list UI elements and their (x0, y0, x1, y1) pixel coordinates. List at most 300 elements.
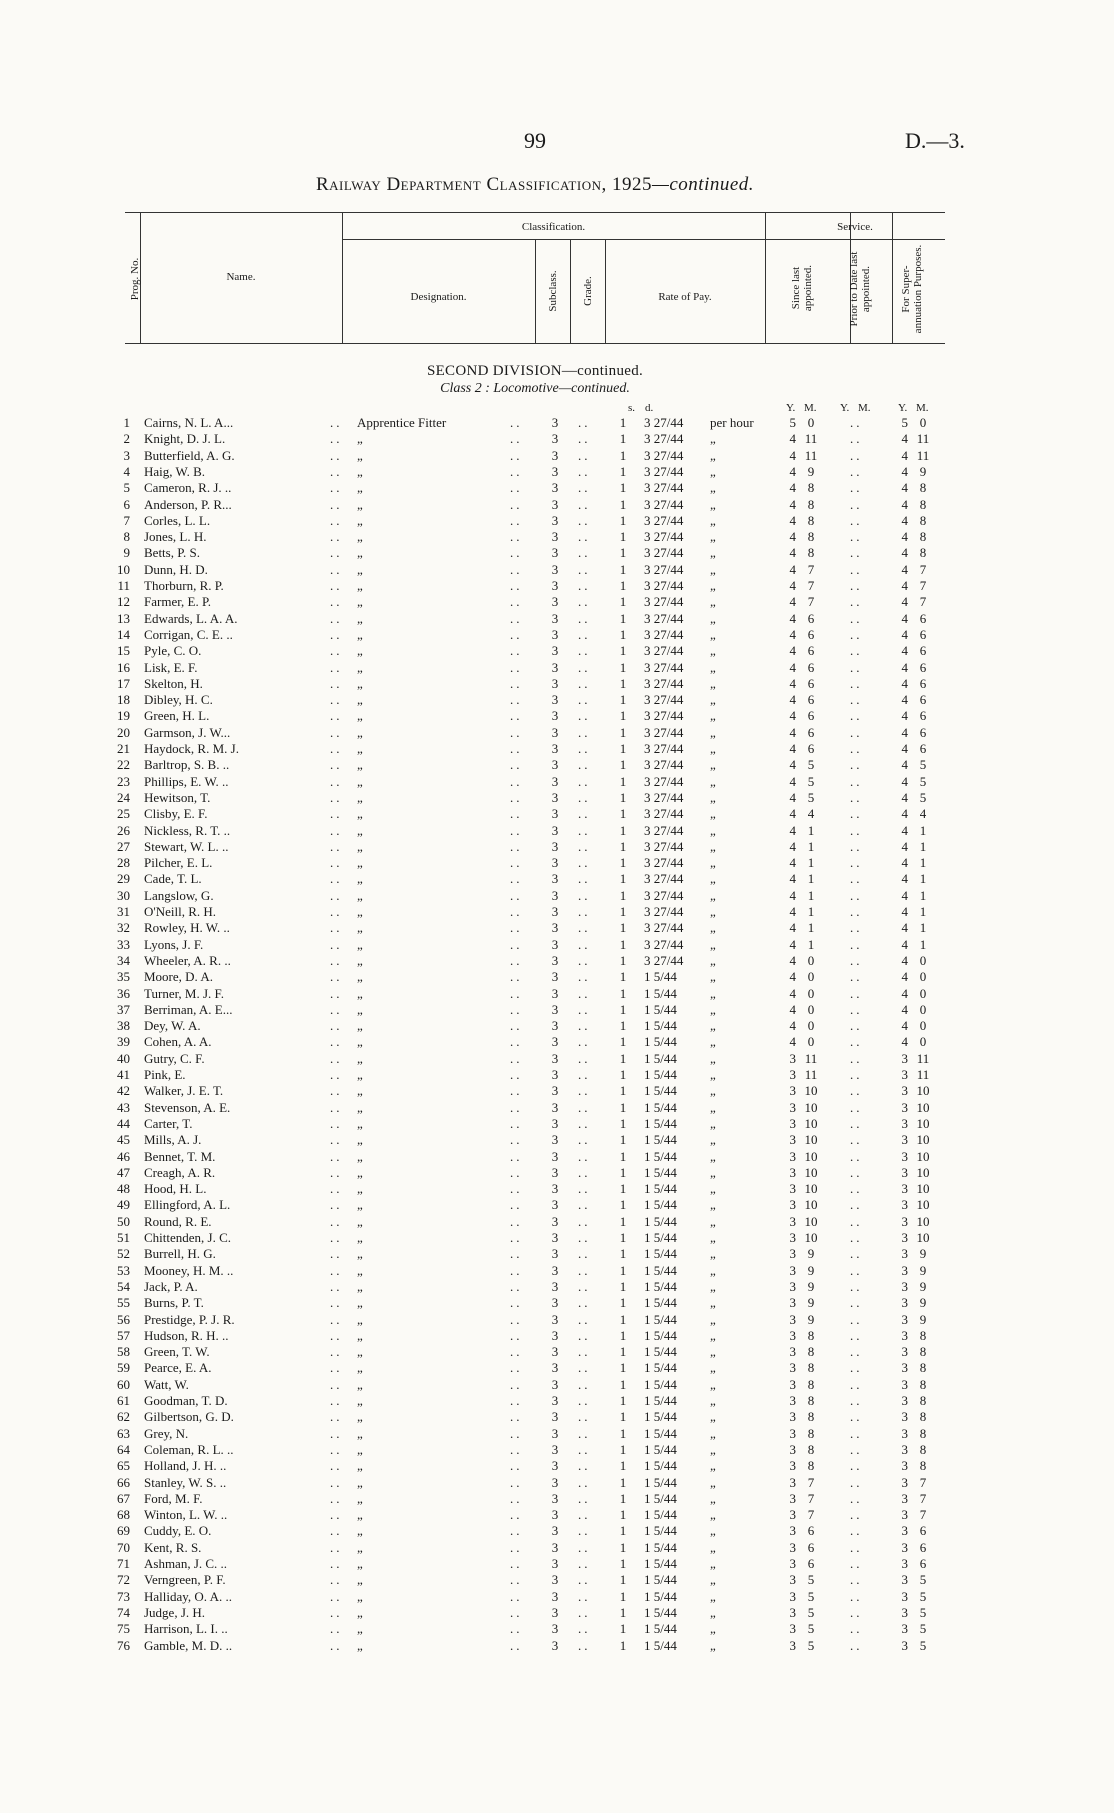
service-months: 0 (807, 1018, 815, 1034)
pay-unit: „ (710, 1181, 716, 1197)
service-years: 4 (789, 578, 796, 593)
superannuation-years: 3 (901, 1604, 908, 1620)
employee-name: Hewitson, T. (144, 789, 211, 805)
leader-dots: .. (850, 952, 863, 968)
table-row (0, 1344, 1114, 1360)
pay-unit: „ (710, 578, 716, 593)
subclass: 3 (551, 1344, 559, 1360)
grade: 1 (619, 1295, 627, 1311)
designation: „ (357, 1034, 363, 1050)
rate-of-pay: 1 5/44 (644, 1050, 677, 1066)
leader-dots: .. (578, 431, 591, 447)
leader-dots: .. (510, 1588, 523, 1604)
header-prog-no: Prog. No. (129, 257, 141, 301)
superannuation-years: 4 (901, 789, 908, 805)
row-number: 55 (117, 1295, 130, 1311)
subclass: 3 (551, 855, 559, 871)
table-row (0, 1572, 1114, 1588)
superannuation-months: 8 (919, 1393, 927, 1408)
rate-of-pay: 1 5/44 (644, 1637, 677, 1653)
superannuation-months: 5 (919, 1572, 927, 1588)
leader-dots: .. (510, 1409, 523, 1425)
designation: „ (357, 789, 363, 805)
subclass: 3 (551, 610, 559, 626)
leader-dots: .. (850, 789, 863, 805)
leader-dots: .. (850, 904, 863, 919)
pay-unit: „ (710, 1148, 716, 1164)
row-number: 8 (123, 529, 130, 545)
rate-of-pay: 1 5/44 (644, 1230, 677, 1245)
leader-dots: .. (330, 1311, 343, 1327)
pay-unit: „ (710, 1034, 716, 1050)
leader-dots: .. (330, 1262, 343, 1278)
leader-dots: .. (578, 1278, 591, 1294)
leader-dots: .. (510, 692, 523, 708)
class-subtitle: Class 2 : Locomotive—continued. (440, 381, 630, 396)
employee-name: Stanley, W. S. .. (144, 1474, 227, 1490)
leader-dots: .. (330, 920, 343, 936)
superannuation-years: 4 (901, 512, 908, 528)
table-row (0, 545, 1114, 561)
leader-dots: .. (850, 545, 863, 561)
service-months: 0 (807, 1034, 815, 1050)
row-number: 72 (117, 1572, 130, 1588)
leader-dots: .. (330, 838, 343, 854)
row-number: 46 (117, 1148, 130, 1164)
service-months: 6 (807, 1523, 815, 1539)
service-months: 0 (807, 415, 815, 430)
superannuation-years: 3 (901, 1181, 908, 1197)
unit-years-super: Y. (898, 402, 908, 414)
subclass: 3 (551, 1490, 559, 1506)
leader-dots: .. (510, 1311, 523, 1327)
employee-name: Langslow, G. (144, 887, 214, 903)
row-number: 16 (117, 659, 130, 675)
service-months: 8 (807, 480, 815, 496)
grade: 1 (619, 643, 627, 659)
employee-name: Burrell, H. G. (144, 1246, 216, 1262)
leader-dots: .. (578, 1132, 591, 1148)
grade: 1 (619, 1637, 627, 1653)
designation: „ (357, 936, 363, 952)
service-years: 5 (789, 415, 796, 430)
leader-dots: .. (330, 1099, 343, 1115)
pay-unit: „ (710, 806, 716, 822)
designation: „ (357, 1360, 363, 1376)
service-years: 4 (789, 561, 796, 577)
table-row (0, 480, 1114, 496)
leader-dots: .. (578, 741, 591, 756)
employee-name: Cameron, R. J. .. (144, 480, 232, 496)
subclass: 3 (551, 1246, 559, 1262)
leader-dots: .. (578, 1295, 591, 1311)
service-months: 9 (807, 1311, 815, 1327)
rate-of-pay: 3 27/44 (644, 952, 684, 968)
service-years: 3 (789, 1230, 796, 1245)
page-number: 99 (524, 128, 546, 153)
designation: „ (357, 708, 363, 724)
employee-name: Pyle, C. O. (144, 643, 202, 659)
subclass: 3 (551, 1621, 559, 1637)
row-number: 69 (117, 1523, 130, 1539)
service-years: 3 (789, 1181, 796, 1197)
leader-dots: .. (578, 1490, 591, 1506)
designation: „ (357, 1556, 363, 1571)
leader-dots: .. (330, 871, 343, 887)
leader-dots: .. (578, 1556, 591, 1571)
leader-dots: .. (330, 1637, 343, 1653)
service-months: 9 (807, 1262, 815, 1278)
leader-dots: .. (850, 1458, 863, 1474)
service-years: 3 (789, 1164, 796, 1180)
rate-of-pay: 1 5/44 (644, 1572, 677, 1588)
leader-dots: .. (510, 447, 523, 463)
table-row (0, 1067, 1114, 1083)
leader-dots: .. (330, 675, 343, 691)
superannuation-years: 4 (901, 529, 908, 545)
table-row (0, 448, 1114, 464)
leader-dots: .. (510, 871, 523, 887)
superannuation-years: 3 (901, 1507, 908, 1523)
designation: „ (357, 594, 363, 610)
designation: „ (357, 1083, 363, 1099)
rate-of-pay: 3 27/44 (644, 447, 684, 463)
designation: „ (357, 871, 363, 887)
service-years: 4 (789, 741, 796, 756)
table-row (0, 594, 1114, 610)
service-months: 5 (807, 789, 815, 805)
rate-of-pay: 1 5/44 (644, 1246, 677, 1262)
table-row (0, 1181, 1114, 1197)
leader-dots: .. (330, 1588, 343, 1604)
leader-dots: .. (330, 1083, 343, 1099)
employee-name: Lyons, J. F. (144, 936, 204, 952)
service-months: 7 (807, 561, 815, 577)
leader-dots: .. (510, 1197, 523, 1213)
leader-dots: .. (578, 1099, 591, 1115)
service-years: 3 (789, 1050, 796, 1066)
table-row (0, 1230, 1114, 1246)
service-months: 8 (807, 1409, 815, 1425)
pay-unit: „ (710, 1067, 716, 1082)
leader-dots: .. (850, 838, 863, 854)
employee-name: Garmson, J. W... (144, 724, 231, 740)
superannuation-months: 10 (916, 1148, 930, 1164)
row-number: 3 (123, 447, 130, 463)
designation: „ (357, 512, 363, 528)
subclass: 3 (551, 838, 559, 854)
service-months: 8 (807, 1393, 815, 1408)
rate-of-pay: 1 5/44 (644, 1099, 677, 1115)
leader-dots: .. (330, 985, 343, 1001)
service-months: 10 (804, 1083, 818, 1099)
grade: 1 (619, 757, 627, 773)
superannuation-months: 0 (919, 1034, 927, 1050)
rate-of-pay: 3 27/44 (644, 887, 684, 903)
designation: Apprentice Fitter (357, 415, 447, 430)
designation: „ (357, 1311, 363, 1327)
pay-unit: „ (710, 1230, 716, 1245)
grade: 1 (619, 692, 627, 708)
row-number: 60 (117, 1376, 130, 1392)
grade: 1 (619, 1050, 627, 1066)
grade: 1 (619, 480, 627, 496)
superannuation-years: 4 (901, 936, 908, 952)
superannuation-months: 0 (919, 969, 927, 985)
leader-dots: .. (330, 773, 343, 789)
leader-dots: .. (510, 610, 523, 626)
leader-dots: .. (578, 838, 591, 854)
leader-dots: .. (850, 1278, 863, 1294)
row-number: 67 (117, 1490, 130, 1506)
leader-dots: .. (850, 1490, 863, 1506)
employee-name: Gilbertson, G. D. (144, 1409, 234, 1425)
grade: 1 (619, 1621, 627, 1637)
leader-dots: .. (510, 659, 523, 675)
grade: 1 (619, 1278, 627, 1294)
leader-dots: .. (850, 1507, 863, 1523)
leader-dots: .. (850, 1393, 863, 1408)
rate-of-pay: 3 27/44 (644, 415, 684, 430)
row-number: 31 (117, 904, 130, 919)
pay-unit: „ (710, 887, 716, 903)
grade: 1 (619, 1376, 627, 1392)
pay-unit: „ (710, 1604, 716, 1620)
leader-dots: .. (330, 578, 343, 593)
employee-name: Moore, D. A. (144, 969, 213, 985)
employee-name: Green, T. W. (144, 1344, 210, 1360)
service-years: 3 (789, 1311, 796, 1327)
superannuation-months: 6 (919, 692, 927, 708)
employee-name: Hudson, R. H. .. (144, 1327, 229, 1343)
leader-dots: .. (330, 1458, 343, 1474)
superannuation-years: 3 (901, 1344, 908, 1360)
employee-name: Prestidge, P. J. R. (144, 1311, 235, 1327)
grade: 1 (619, 904, 627, 919)
service-months: 5 (807, 1604, 815, 1620)
leader-dots: .. (330, 1474, 343, 1490)
service-months: 8 (807, 529, 815, 545)
superannuation-months: 1 (919, 920, 927, 936)
leader-dots: .. (330, 1132, 343, 1148)
leader-dots: .. (578, 529, 591, 545)
table-row (0, 937, 1114, 953)
subclass: 3 (551, 1604, 559, 1620)
designation: „ (357, 659, 363, 675)
service-months: 6 (807, 610, 815, 626)
leader-dots: .. (330, 1050, 343, 1066)
table-row (0, 1491, 1114, 1507)
leader-dots: .. (578, 1034, 591, 1050)
grade: 1 (619, 1034, 627, 1050)
leader-dots: .. (510, 1246, 523, 1262)
superannuation-years: 3 (901, 1278, 908, 1294)
employee-name: Berriman, A. E... (144, 1001, 233, 1017)
leader-dots: .. (330, 1523, 343, 1539)
grade: 1 (619, 1327, 627, 1343)
grade: 1 (619, 545, 627, 561)
service-months: 7 (807, 594, 815, 610)
pay-unit: „ (710, 447, 716, 463)
rate-of-pay: 1 5/44 (644, 1425, 677, 1441)
rate-of-pay: 3 27/44 (644, 773, 684, 789)
row-number: 1 (123, 415, 130, 430)
designation: „ (357, 431, 363, 447)
leader-dots: .. (510, 1604, 523, 1620)
leader-dots: .. (578, 578, 591, 593)
designation: „ (357, 773, 363, 789)
employee-name: Nickless, R. T. .. (144, 822, 231, 838)
subclass: 3 (551, 1360, 559, 1376)
grade: 1 (619, 1099, 627, 1115)
rate-of-pay: 1 5/44 (644, 1164, 677, 1180)
subclass: 3 (551, 594, 559, 610)
leader-dots: .. (330, 1507, 343, 1523)
service-years: 4 (789, 480, 796, 496)
designation: „ (357, 1604, 363, 1620)
employee-name: Ellingford, A. L. (144, 1197, 231, 1213)
designation: „ (357, 1295, 363, 1311)
rate-of-pay: 1 5/44 (644, 1344, 677, 1360)
leader-dots: .. (578, 1507, 591, 1523)
leader-dots: .. (850, 969, 863, 985)
leader-dots: .. (850, 1132, 863, 1148)
leader-dots: .. (850, 724, 863, 740)
rate-of-pay: 3 27/44 (644, 480, 684, 496)
employee-name: Thorburn, R. P. (144, 578, 224, 593)
grade: 1 (619, 1083, 627, 1099)
row-number: 19 (117, 708, 130, 724)
grade: 1 (619, 969, 627, 985)
division-title: SECOND DIVISION—continued. (426, 363, 644, 379)
superannuation-months: 6 (919, 724, 927, 740)
superannuation-years: 4 (901, 806, 908, 822)
superannuation-years: 3 (901, 1360, 908, 1376)
leader-dots: .. (578, 1409, 591, 1425)
leader-dots: .. (850, 1213, 863, 1229)
leader-dots: .. (850, 1018, 863, 1034)
leader-dots: .. (510, 594, 523, 610)
employee-name: Cohen, A. A. (144, 1034, 212, 1050)
superannuation-years: 3 (901, 1523, 908, 1539)
rate-of-pay: 1 5/44 (644, 1132, 677, 1148)
leader-dots: .. (578, 1181, 591, 1197)
leader-dots: .. (850, 1067, 863, 1082)
superannuation-years: 3 (901, 1197, 908, 1213)
leader-dots: .. (510, 1164, 523, 1180)
subclass: 3 (551, 708, 559, 724)
subclass: 3 (551, 1327, 559, 1343)
leader-dots: .. (850, 806, 863, 822)
subclass: 3 (551, 904, 559, 919)
service-months: 1 (807, 871, 815, 887)
superannuation-years: 3 (901, 1425, 908, 1441)
service-months: 5 (807, 1588, 815, 1604)
pay-unit: „ (710, 1556, 716, 1571)
grade: 1 (619, 1425, 627, 1441)
employee-name: Hood, H. L. (144, 1181, 207, 1197)
rate-of-pay: 3 27/44 (644, 545, 684, 561)
superannuation-months: 10 (916, 1164, 930, 1180)
employee-name: Pearce, E. A. (144, 1360, 212, 1376)
pay-unit: „ (710, 1376, 716, 1392)
leader-dots: .. (330, 969, 343, 985)
leader-dots: .. (578, 1376, 591, 1392)
table-row (0, 415, 1114, 431)
designation: „ (357, 529, 363, 545)
table-row (0, 692, 1114, 708)
service-years: 3 (789, 1376, 796, 1392)
employee-name: Stevenson, A. E. (144, 1099, 231, 1115)
leader-dots: .. (850, 1621, 863, 1637)
table-row (0, 1034, 1114, 1050)
subclass: 3 (551, 1132, 559, 1148)
leader-dots: .. (578, 1018, 591, 1034)
service-years: 3 (789, 1083, 796, 1099)
subclass: 3 (551, 643, 559, 659)
table-row (0, 790, 1114, 806)
service-years: 3 (789, 1490, 796, 1506)
leader-dots: .. (578, 512, 591, 528)
table-row (0, 1018, 1114, 1034)
rate-of-pay: 1 5/44 (644, 1197, 677, 1213)
row-number: 74 (117, 1604, 130, 1620)
designation: „ (357, 643, 363, 659)
leader-dots: .. (510, 969, 523, 985)
superannuation-years: 3 (901, 1099, 908, 1115)
pay-unit: „ (710, 659, 716, 675)
rate-of-pay: 1 5/44 (644, 1181, 677, 1197)
subclass: 3 (551, 561, 559, 577)
service-months: 10 (804, 1099, 818, 1115)
pay-unit: „ (710, 512, 716, 528)
subclass: 3 (551, 1474, 559, 1490)
superannuation-years: 4 (901, 626, 908, 642)
row-number: 4 (123, 463, 130, 479)
employee-name: Kent, R. S. (144, 1539, 202, 1555)
employee-name: Corrigan, C. E. .. (144, 626, 233, 642)
designation: „ (357, 757, 363, 773)
table-row (0, 920, 1114, 936)
superannuation-years: 3 (901, 1246, 908, 1262)
pay-unit: „ (710, 838, 716, 854)
table-row (0, 823, 1114, 839)
superannuation-months: 7 (919, 1474, 927, 1490)
superannuation-years: 4 (901, 904, 908, 919)
superannuation-months: 5 (919, 1588, 927, 1604)
service-months: 9 (807, 1295, 815, 1311)
grade: 1 (619, 1441, 627, 1457)
leader-dots: .. (850, 1099, 863, 1115)
superannuation-months: 9 (919, 463, 927, 479)
employee-name: Goodman, T. D. (144, 1393, 228, 1408)
table-row (0, 953, 1114, 969)
service-months: 8 (807, 1376, 815, 1392)
table-row (0, 1605, 1114, 1621)
leader-dots: .. (330, 512, 343, 528)
table-row (0, 643, 1114, 659)
subclass: 3 (551, 1083, 559, 1099)
unit-months-prior: M. (858, 402, 871, 414)
service-years: 3 (789, 1556, 796, 1571)
leader-dots: .. (578, 1001, 591, 1017)
leader-dots: .. (510, 578, 523, 593)
row-number: 33 (117, 936, 130, 952)
leader-dots: .. (510, 1474, 523, 1490)
rate-of-pay: 3 27/44 (644, 741, 684, 756)
designation: „ (357, 626, 363, 642)
designation: „ (357, 724, 363, 740)
